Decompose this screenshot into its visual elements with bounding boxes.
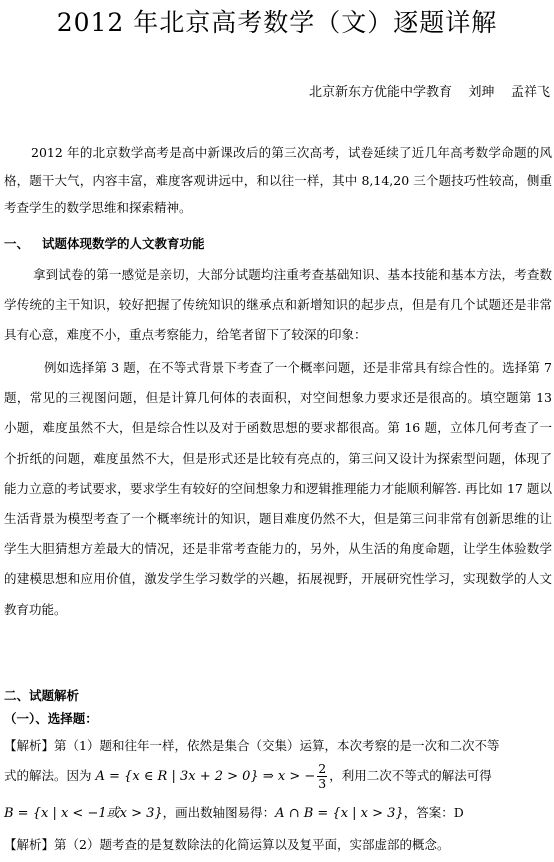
fraction-numerator: 2 bbox=[318, 761, 327, 776]
q2-text: 第（2）题考查的是复数除法的化简运算以及复平面，实部虚部的概念。 bbox=[54, 837, 450, 852]
section1-heading: 一、 试题体现数学的人文教育功能 bbox=[4, 236, 205, 251]
q1-label: 【解析】 bbox=[4, 738, 55, 753]
fraction bbox=[317, 762, 327, 791]
fraction-denominator: 3 bbox=[318, 776, 327, 791]
q1-text-a: 第（1）题和往年一样，依然是集合（交集）运算，本次考察的是一次和二次不等 bbox=[54, 738, 500, 753]
q1-line-1 bbox=[4, 735, 552, 757]
q2-label: 【解析】 bbox=[4, 837, 55, 852]
q1-text-b: 式的解法。因为 bbox=[4, 768, 92, 783]
q1-text-c: ，利用二次不等式的解法可得 bbox=[329, 768, 492, 783]
subsection-heading: （一）、选择题： bbox=[4, 711, 98, 726]
intro-paragraph: 2012 年的北京数学高考是高中新课改后的第三次高考，试卷延续了近几年高考数学命题的风格，题干大气，内容丰富，难度客观讲远中，和以往一样，其中 8,14,20 三个题技巧性较高，侧重考查学生的数学思维和探索精神。 bbox=[4, 145, 552, 215]
authors-line: 北京新东方优能中学教育 刘珅 孟祥飞 bbox=[308, 85, 550, 100]
section2-heading: 二、试题解析 bbox=[4, 688, 80, 703]
page-title: 2012 年北京高考数学（文）逐题详解 bbox=[56, 8, 498, 37]
q1-text-d: ，画出数轴图易得： bbox=[162, 805, 276, 820]
q1-answer: ，答案：D bbox=[403, 805, 464, 820]
set-a-formula: A = {x ∈ R | 3x + 2 > 0} ⇒ x > − bbox=[95, 769, 316, 784]
intersection-formula: A ∩ B = {x | x > 3} bbox=[275, 806, 404, 821]
q1-line-2 bbox=[4, 762, 552, 791]
section1-paragraph-2: 例如选择第 3 题，在不等式背景下考查了一个概率问题，还是非常具有综合性的。选择第 7 题，常见的三视图问题，但是计算几何体的表面积，对空间想象力要求还是很高的。填空题第 13 小题，难度虽然不大，但是综合性以及对于函数思想的要求都很高。第 16 题，立体几何考查了一个折纸的问题，难度虽然不大，但是形式还是比较有亮点的，第三问又设计为探索型问题，体现了能力立意的考试要求，要求学生有较好的空间想象力和逻辑推理能力才能顺利解答. 再比如 17 题以生活背景为模型考查了一个概率统计的知识，题目难度仍然不大，但是第三问非常有创新思维的让学生大胆猜想方差最大的情况，还是非常考查能力的，另外，从生活的角度命题，让学生体验数学的建模思想和应用价值，激发学生学习数学的兴趣，拓展视野，开展研究性学习，实现数学的人文教育功能。 bbox=[4, 360, 552, 617]
set-b-formula: B = {x | x < −1或x > 3} bbox=[4, 806, 163, 821]
q1-line-3 bbox=[4, 802, 552, 825]
section1-paragraph-1: 拿到试卷的第一感觉是亲切，大部分试题均注重考查基础知识、基本技能和基本方法，考查数学传统的主干知识，较好把握了传统知识的继承点和新增知识的起步点，但是有几个试题还是非常具有心意，难度不小，重点考察能力，给笔者留下了较深的印象： bbox=[4, 267, 552, 342]
q2-line bbox=[4, 834, 552, 856]
